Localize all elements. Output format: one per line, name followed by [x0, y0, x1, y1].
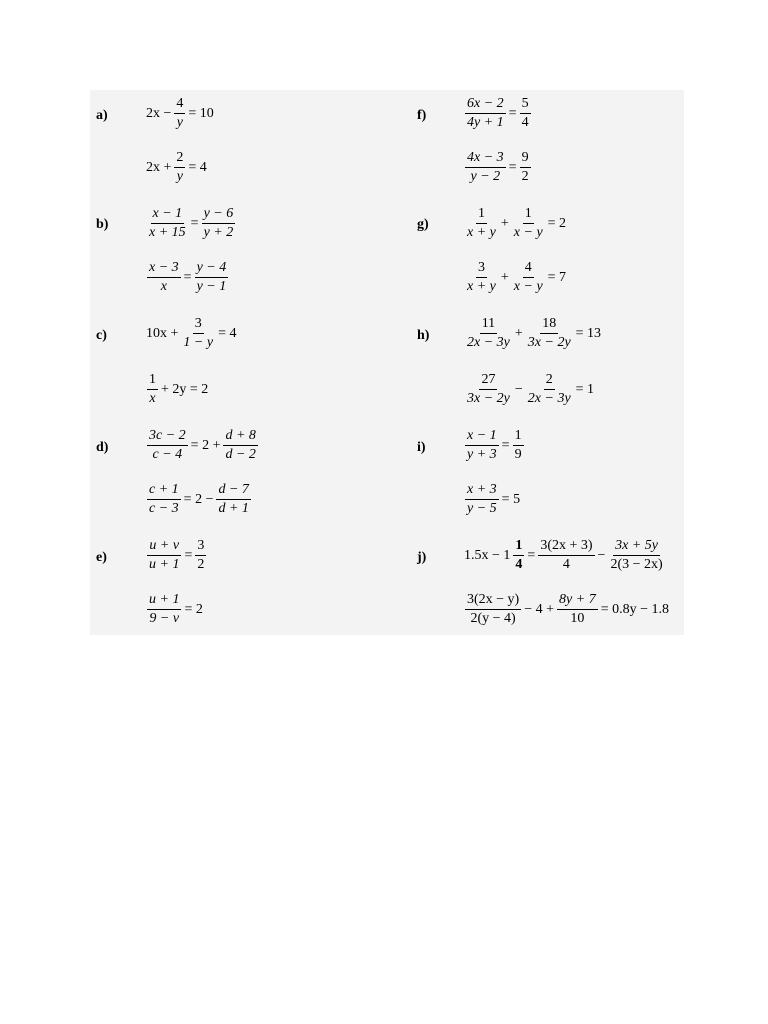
term: 1.5x − 1 [464, 547, 511, 563]
fraction [526, 316, 573, 351]
denominator: 2x − 3y [527, 391, 571, 407]
term: = 0.8y − 1.8 [600, 601, 669, 617]
denominator: y + 2 [203, 225, 234, 241]
numerator: x + 3 [465, 482, 499, 500]
fraction [181, 316, 215, 351]
numerator: 4x − 3 [465, 150, 506, 168]
numerator: 3 [476, 260, 487, 278]
denominator: y [176, 169, 184, 185]
fraction [147, 260, 181, 295]
fraction [465, 206, 498, 241]
problem-e-equation-2 [145, 592, 204, 627]
numerator: 2 [544, 372, 555, 390]
numerator: c + 1 [147, 482, 181, 500]
problem-e-equation-1 [145, 538, 208, 573]
term: = [184, 547, 193, 563]
denominator: x − y [513, 279, 543, 295]
denominator: d + 1 [218, 501, 249, 517]
problem-a-label: a) [96, 108, 108, 123]
problem-c-equation-2 [145, 372, 209, 407]
fraction [465, 96, 506, 131]
fraction [147, 372, 158, 407]
numerator: 27 [479, 372, 497, 390]
numerator: 18 [540, 316, 558, 334]
denominator: c − 3 [149, 501, 179, 517]
term: = [527, 547, 536, 563]
fraction [195, 538, 206, 573]
numerator: y − 4 [195, 260, 229, 278]
term: + [514, 325, 523, 341]
term: 2x − [146, 105, 172, 121]
mixed-fraction [513, 538, 524, 573]
problem-b-label: b) [96, 217, 109, 232]
denominator: u + 1 [149, 557, 180, 573]
fraction [520, 96, 531, 131]
numerator: d + 8 [223, 428, 257, 446]
denominator: x + y [467, 225, 496, 241]
numerator: 8y + 7 [557, 592, 598, 610]
fraction [195, 260, 229, 295]
problem-g-equation-2 [463, 260, 567, 295]
term: − [514, 381, 523, 397]
numerator: 11 [480, 316, 497, 334]
numerator: 6x − 2 [465, 96, 506, 114]
numerator: 5 [520, 96, 531, 114]
problem-d-equation-2 [145, 482, 253, 517]
denominator: 4 [515, 557, 523, 573]
numerator: d − 7 [216, 482, 250, 500]
denominator: 2(3 − 2x) [610, 557, 663, 573]
problem-b-equation-2 [145, 260, 230, 295]
fraction [465, 150, 506, 185]
numerator: 9 [520, 150, 531, 168]
fraction [465, 592, 521, 627]
fraction [526, 372, 573, 407]
numerator: x − 1 [151, 206, 185, 224]
numerator: u + 1 [147, 592, 181, 610]
fraction [512, 206, 545, 241]
numerator: 1 [147, 372, 158, 390]
denominator: 10 [570, 611, 585, 627]
problem-h-label: h) [417, 328, 430, 343]
problem-j-label: j) [417, 550, 427, 565]
fraction [465, 428, 499, 463]
fraction [147, 592, 181, 627]
fraction [513, 428, 524, 463]
problem-d-label: d) [96, 440, 109, 455]
fraction [174, 96, 185, 131]
problem-i-equation-1 [463, 428, 526, 463]
term: = 2 + [190, 437, 221, 453]
fraction [465, 316, 512, 351]
numerator: 2 [174, 150, 185, 168]
numerator: 4 [523, 260, 534, 278]
fraction [465, 372, 512, 407]
problem-f-label: f) [417, 108, 427, 123]
term: = [190, 215, 199, 231]
problem-h-equation-1 [463, 316, 602, 351]
numerator: 3 [193, 316, 204, 334]
problem-c-label: c) [96, 328, 107, 343]
term: = 7 [547, 269, 567, 285]
denominator: 3x − 2y [527, 335, 571, 351]
term: = [508, 105, 517, 121]
fraction [147, 428, 188, 463]
term: = 2 [184, 601, 203, 617]
term: = [501, 437, 510, 453]
problem-a-equation-1 [145, 96, 215, 131]
term: = 2 − [183, 491, 214, 507]
fraction [216, 482, 250, 517]
term: = 1 [575, 381, 595, 397]
term: = 5 [501, 491, 521, 507]
fraction [223, 428, 257, 463]
numerator: 4 [174, 96, 185, 114]
term: = [508, 159, 517, 175]
denominator: 2 [197, 557, 205, 573]
numerator: 3 [195, 538, 206, 556]
problem-i-equation-2 [463, 482, 521, 517]
denominator: 3x − 2y [467, 391, 510, 407]
denominator: 1 − y [183, 335, 214, 351]
term: 2x + [146, 159, 172, 175]
denominator: 9 [514, 447, 522, 463]
term: + 2y = 2 [161, 381, 209, 397]
fraction [465, 260, 498, 295]
problem-e-label: e) [96, 550, 107, 565]
denominator: 4y + 1 [467, 115, 504, 131]
denominator: d − 2 [225, 447, 256, 463]
term: = 4 [218, 325, 237, 341]
term: = [183, 269, 192, 285]
numerator: 1 [513, 538, 524, 556]
fraction [174, 150, 185, 185]
problem-f-equation-2 [463, 150, 533, 185]
denominator: 4 [521, 115, 529, 131]
term: − 4 + [524, 601, 555, 617]
problem-f-equation-1 [463, 96, 533, 131]
term: + [500, 269, 509, 285]
numerator: u + v [147, 538, 181, 556]
denominator: 2(y − 4) [470, 611, 516, 627]
denominator: 2x − 3y [467, 335, 510, 351]
problem-i-label: i) [417, 440, 426, 455]
term: = 4 [188, 159, 207, 175]
problem-a-equation-2 [145, 150, 208, 185]
problem-j-equation-2 [463, 592, 670, 627]
denominator: x − y [513, 225, 543, 241]
numerator: 3c − 2 [147, 428, 188, 446]
fraction [147, 482, 181, 517]
fraction [202, 206, 236, 241]
term: 10x + [146, 325, 179, 341]
numerator: 1 [513, 428, 524, 446]
numerator: 3(2x − y) [465, 592, 521, 610]
denominator: y [176, 115, 184, 131]
fraction [608, 538, 664, 573]
numerator: x − 1 [465, 428, 499, 446]
denominator: 2 [521, 169, 529, 185]
fraction [147, 206, 188, 241]
term: = 10 [188, 105, 214, 121]
problem-g-label: g) [417, 217, 429, 232]
term: − [597, 547, 606, 563]
problem-c-equation-1 [145, 316, 237, 351]
term: = 13 [575, 325, 602, 341]
numerator: 1 [476, 206, 487, 224]
numerator: 1 [523, 206, 534, 224]
denominator: x + 15 [149, 225, 186, 241]
numerator: 3x + 5y [613, 538, 660, 556]
numerator: 3(2x + 3) [538, 538, 594, 556]
denominator: y − 5 [467, 501, 497, 517]
denominator: 9 − v [149, 611, 180, 627]
denominator: c − 4 [152, 447, 183, 463]
numerator: y − 6 [202, 206, 236, 224]
term: = 2 [547, 215, 567, 231]
fraction [520, 150, 531, 185]
problem-b-equation-1 [145, 206, 237, 241]
denominator: x [160, 279, 167, 295]
fraction [147, 538, 181, 573]
problem-h-equation-2 [463, 372, 595, 407]
denominator: y + 3 [467, 447, 497, 463]
fraction [512, 260, 545, 295]
denominator: y − 1 [196, 279, 227, 295]
numerator: x − 3 [147, 260, 181, 278]
term: + [500, 215, 509, 231]
fraction [538, 538, 594, 573]
problem-d-equation-1 [145, 428, 260, 463]
problem-g-equation-1 [463, 206, 567, 241]
fraction [465, 482, 499, 517]
denominator: y − 2 [470, 169, 501, 185]
denominator: 4 [562, 557, 570, 573]
denominator: x + y [467, 279, 496, 295]
problem-j-equation-1 [463, 538, 667, 573]
denominator: x [149, 391, 156, 407]
fraction [557, 592, 598, 627]
